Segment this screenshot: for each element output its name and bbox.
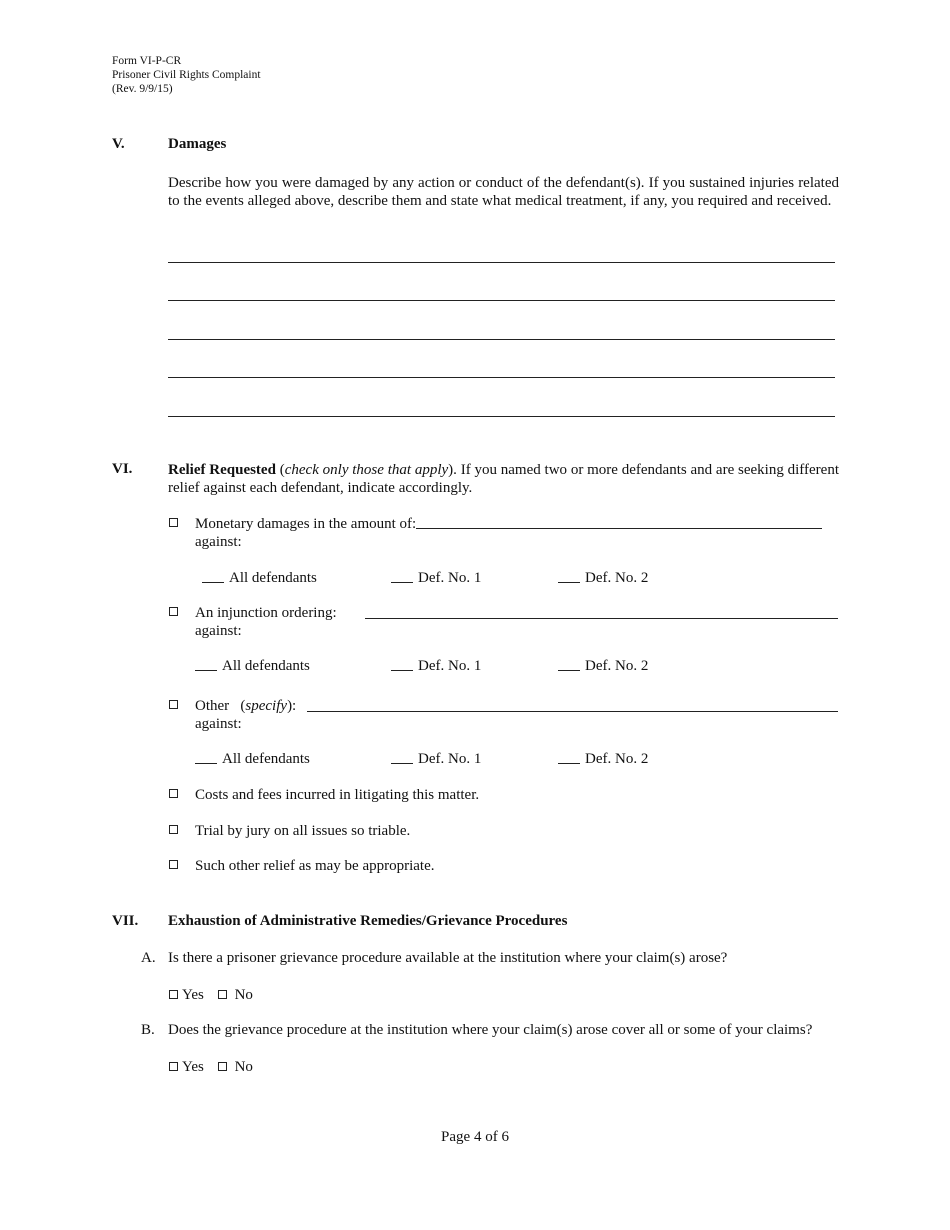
other-def2-blank[interactable]	[558, 751, 580, 764]
other-relief-specify: specify	[245, 698, 288, 714]
damages-answer-line-3[interactable]	[168, 339, 835, 340]
injunction-def1-label: Def. No. 1	[418, 658, 482, 674]
question-a-yes-label: Yes	[182, 987, 204, 1003]
monetary-all-defendants-blank[interactable]	[202, 570, 224, 583]
question-a-letter: A.	[141, 950, 156, 966]
injunction-label: An injunction ordering:	[195, 605, 337, 621]
page-number: Page 4 of 6	[441, 1129, 509, 1145]
monetary-amount-field[interactable]	[416, 516, 822, 529]
section-vi-title-note: check only those that apply	[284, 462, 449, 478]
section-v-instructions: Describe how you were damaged by any action or conduct of the defendant(s). If you sustained injuries related to the events alleged above, describe them and state what medical treatment, if any, you required and received.	[168, 175, 839, 209]
question-b-answers	[169, 1058, 253, 1076]
other-all-defendants	[195, 750, 310, 768]
damages-answer-line-4[interactable]	[168, 377, 835, 378]
question-b-yes-label: Yes	[182, 1059, 204, 1075]
monetary-against-label: against:	[195, 534, 242, 550]
monetary-damages-checkbox[interactable]	[169, 518, 178, 527]
form-id: Form VI-P-CR	[112, 55, 182, 67]
question-a-answers	[169, 986, 253, 1004]
section-vi-intro	[168, 461, 839, 497]
other-all-defendants-blank[interactable]	[195, 751, 217, 764]
injunction-all-defendants-label: All defendants	[222, 658, 310, 674]
other-def2-label: Def. No. 2	[585, 751, 649, 767]
injunction-def2-label: Def. No. 2	[585, 658, 649, 674]
section-vi-number: VI.	[112, 461, 133, 477]
form-revision: (Rev. 9/9/15)	[112, 83, 173, 95]
question-b-no-checkbox[interactable]	[218, 1062, 227, 1071]
other-def1-label: Def. No. 1	[418, 751, 482, 767]
other-all-defendants-label: All defendants	[222, 751, 310, 767]
other-relief-label: Other	[195, 698, 230, 714]
jury-trial-checkbox[interactable]	[169, 825, 178, 834]
monetary-def2-blank[interactable]	[558, 570, 580, 583]
injunction-against-label: against:	[195, 623, 242, 639]
monetary-damages-row	[195, 515, 836, 533]
question-a-yes-checkbox[interactable]	[169, 990, 178, 999]
monetary-def2	[558, 569, 648, 587]
other-appropriate-relief-label: Such other relief as may be appropriate.	[195, 858, 435, 874]
jury-trial-label: Trial by jury on all issues so triable.	[195, 823, 411, 839]
section-vi-title: Relief Requested	[168, 462, 276, 478]
injunction-def1	[391, 657, 481, 675]
section-vi-open-paren: (	[279, 462, 285, 478]
monetary-def1-blank[interactable]	[391, 570, 413, 583]
costs-label: Costs and fees incurred in litigating this matter.	[195, 787, 480, 803]
other-relief-label-row: Other (specify):	[195, 698, 297, 714]
section-vii-title: Exhaustion of Administrative Remedies/Grievance Procedures	[168, 913, 568, 929]
other-def1	[391, 750, 481, 768]
other-relief-field[interactable]	[307, 697, 838, 712]
question-b-yes-checkbox[interactable]	[169, 1062, 178, 1071]
section-v-number: V.	[112, 136, 125, 152]
other-def1-blank[interactable]	[391, 751, 413, 764]
other-def2	[558, 750, 648, 768]
question-b-letter: B.	[141, 1022, 155, 1038]
other-appropriate-relief-checkbox[interactable]	[169, 860, 178, 869]
injunction-def2	[558, 657, 648, 675]
damages-answer-line-5[interactable]	[168, 416, 835, 417]
injunction-checkbox[interactable]	[169, 607, 178, 616]
section-vii-number: VII.	[112, 913, 139, 929]
monetary-all-defendants	[202, 569, 317, 587]
monetary-def2-label: Def. No. 2	[585, 570, 649, 586]
section-vi-instructions: ). If you named two or more defendants and are seeking different relief against each defendant, indicate accordingly.	[168, 462, 839, 496]
monetary-all-defendants-label: All defendants	[229, 570, 317, 586]
monetary-def1-label: Def. No. 1	[418, 570, 482, 586]
other-relief-checkbox[interactable]	[169, 700, 178, 709]
question-a-text: Is there a prisoner grievance procedure available at the institution where your claim(s) arose?	[168, 950, 728, 966]
monetary-damages-label: Monetary damages in the amount of:	[195, 516, 417, 532]
damages-answer-line-1[interactable]	[168, 262, 835, 263]
question-a-no-label: No	[234, 987, 253, 1003]
injunction-all-defendants	[195, 657, 310, 675]
damages-answer-line-2[interactable]	[168, 300, 835, 301]
injunction-def2-blank[interactable]	[558, 658, 580, 671]
question-b-text: Does the grievance procedure at the institution where your claim(s) arose cover all or some of your claims?	[168, 1022, 813, 1038]
other-against-label: against:	[195, 716, 242, 732]
question-a-no-checkbox[interactable]	[218, 990, 227, 999]
costs-checkbox[interactable]	[169, 789, 178, 798]
injunction-def1-blank[interactable]	[391, 658, 413, 671]
other-relief-suffix: ):	[287, 698, 297, 714]
injunction-all-defendants-blank[interactable]	[195, 658, 217, 671]
monetary-def1	[391, 569, 481, 587]
question-b-no-label: No	[234, 1059, 253, 1075]
section-v-title: Damages	[168, 136, 227, 152]
injunction-field[interactable]	[365, 604, 838, 619]
form-header	[112, 54, 261, 96]
form-title: Prisoner Civil Rights Complaint	[112, 69, 261, 81]
